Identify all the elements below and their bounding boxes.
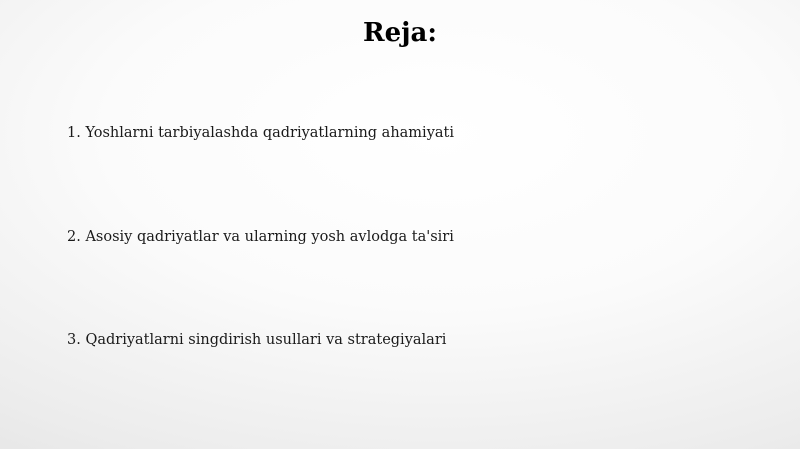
plan-item: 1. Yoshlarni tarbiyalashda qadriyatlarning ahamiyati (67, 125, 454, 141)
plan-item: 2. Asosiy qadriyatlar va ularning yosh avlodga ta'siri (67, 229, 454, 245)
plan-item: 3. Qadriyatlarni singdirish usullari va strategiyalari (67, 332, 447, 348)
slide-title: Reja: (362, 18, 437, 48)
